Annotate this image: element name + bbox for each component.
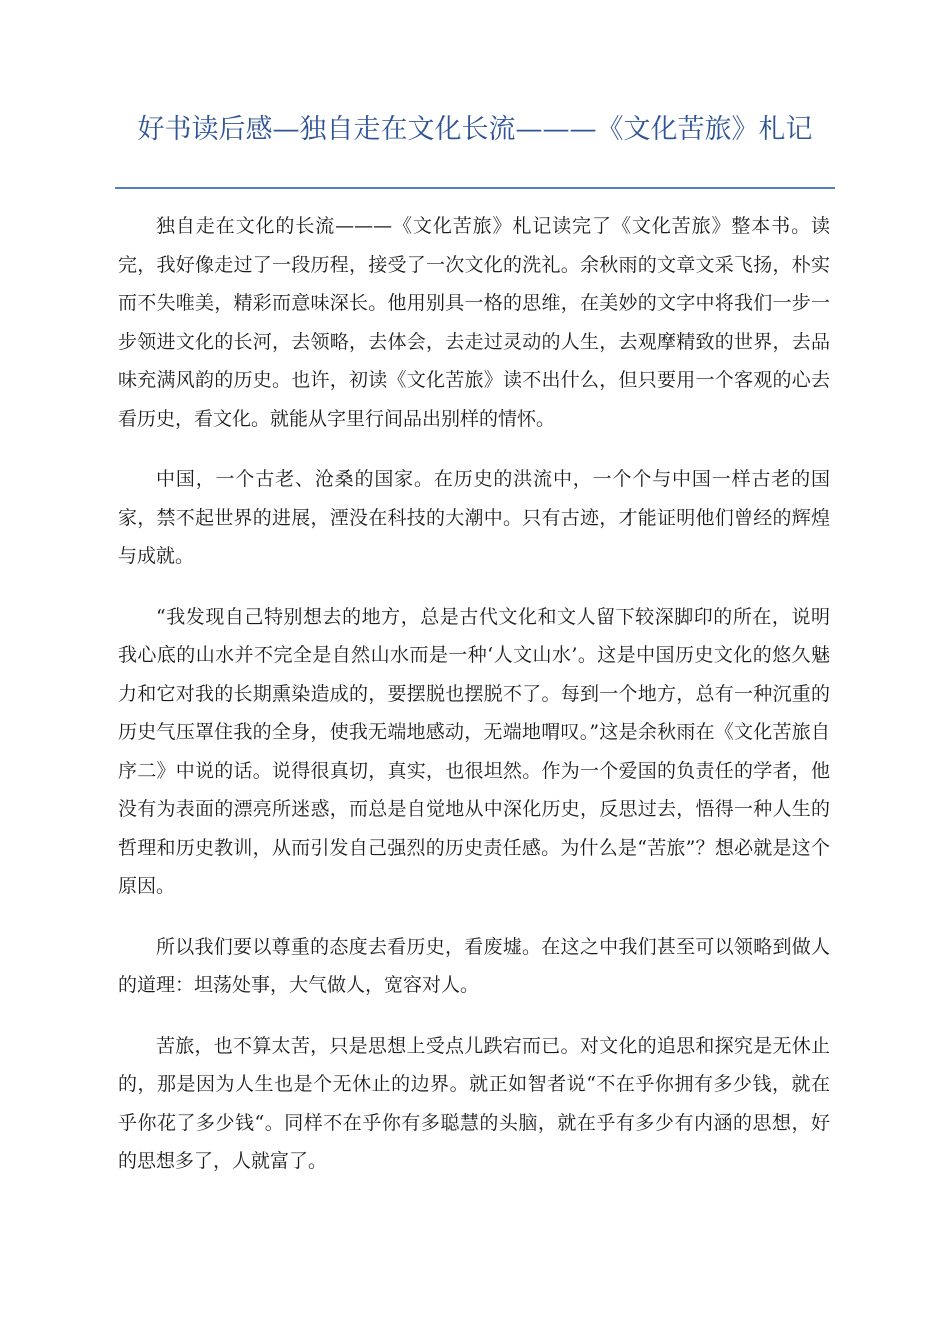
paragraph-3: “我发现自己特别想去的地方，总是古代文化和文人留下较深脚印的所在，说明我心底的山水并不完全是自然山水而是一种‘人文山水’。这是中国历史文化的悠久魅力和它对我的长期熏染造成的，要摆脱也摆脱不了。每到一个地方，总有一种沉重的历史气压罩住我的全身，使我无端地感动，无端地喟叹。”这是余秋雨在《文化苦旅自序二》中说的话。说得很真切，真实，也很坦然。作为一个爱国的负责任的学者，他没有为表面的漂亮所迷惑，而总是自觉地从中深化历史，反思过去，悟得一种人生的哲理和历史教训，从而引发自己强烈的历史责任感。为什么是“苦旅”？想必就是这个原因。	[118, 605, 830, 897]
paragraph-1: 独自走在文化的长流———《文化苦旅》札记读完了《文化苦旅》整本书。读完，我好像走过了一段历程，接受了一次文化的洗礼。余秋雨的文章文采飞扬，朴实而不失唯美，精彩而意味深长。他用别具一格的思维，在美妙的文字中将我们一步一步领进文化的长河，去领略，去体会，去走过灵动的人生，去观摩精致的世界，去品味充满风韵的历史。也许，初读《文化苦旅》读不出什么，但只要用一个客观的心去看历史，看文化。就能从字里行间品出别样的情怀。	[118, 215, 830, 430]
title-block	[115, 112, 835, 147]
paragraph-5: 苦旅，也不算太苦，只是思想上受点儿跌宕而已。对文化的追思和探究是无休止的，那是因为人生也是个无休止的边界。就正如智者说“不在乎你拥有多少钱，就在乎你花了多少钱“。同样不在乎你有多聪慧的头脑，就在乎有多少有内涵的思想，好的思想多了，人就富了。	[118, 1034, 830, 1172]
paragraph-2: 中国，一个古老、沧桑的国家。在历史的洪流中，一个个与中国一样古老的国家，禁不起世界的进展，湮没在科技的大潮中。只有古迹，才能证明他们曾经的辉煌与成就。	[118, 468, 830, 567]
document-body	[118, 207, 830, 1203]
document-title: 好书读后感—独自走在文化长流———《文化苦旅》札记	[137, 114, 813, 145]
paragraph-4: 所以我们要以尊重的态度去看历史，看废墟。在这之中我们甚至可以领略到做人的道理：坦荡处事，大气做人，宽容对人。	[118, 935, 830, 996]
title-underline	[115, 187, 835, 189]
